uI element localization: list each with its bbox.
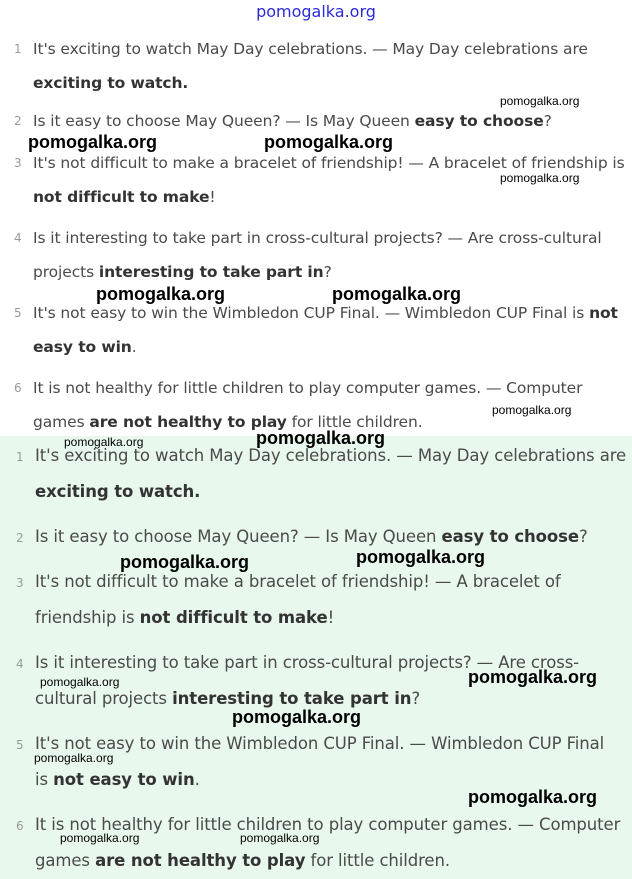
item-text: It's not easy to win the Wimbledon CUP Final. — Wimbledon CUP Final is not easy to win. xyxy=(35,734,605,789)
watermark: pomogalka.org xyxy=(240,831,320,845)
watermark: pomogalka.org xyxy=(332,284,462,304)
item-text: It's not difficult to make a bracelet of friendship! — A bracelet of friendship is not difficult to make! xyxy=(33,154,625,206)
item-text: It is not healthy for little children to play computer games. — Computer games are not healthy to play for little children. xyxy=(33,379,583,431)
item-text: It's exciting to watch May Day celebrations. — May Day celebrations are exciting to watch. xyxy=(35,446,627,501)
watermark: pomogalka.org xyxy=(34,751,114,765)
item-number: 5 xyxy=(16,738,24,752)
item-number: 4 xyxy=(14,231,22,245)
watermark: pomogalka.org xyxy=(500,171,580,185)
item-text: Is it interesting to take part in cross-cultural projects? — Are cross-cultural projects interesting to take part in? xyxy=(33,229,602,281)
watermark: pomogalka.org xyxy=(60,831,140,845)
item-number: 4 xyxy=(16,657,24,671)
exercise-section-1 xyxy=(0,28,632,434)
watermark: pomogalka.org xyxy=(40,675,120,689)
item-number: 2 xyxy=(16,531,24,545)
item-number: 1 xyxy=(16,450,24,464)
item-text: Is it interesting to take part in cross-cultural projects? — Are cross-cultural projects interesting to take part in? xyxy=(35,653,580,708)
watermark: pomogalka.org xyxy=(96,284,226,304)
item-number: 1 xyxy=(14,42,22,56)
watermark: pomogalka.org xyxy=(28,132,158,152)
item-number: 2 xyxy=(14,114,22,128)
watermark: pomogalka.org xyxy=(468,787,598,807)
watermark: pomogalka.org xyxy=(256,428,386,448)
watermark: pomogalka.org xyxy=(264,132,394,152)
site-header[interactable]: pomogalka.org xyxy=(256,2,376,21)
watermark: pomogalka.org xyxy=(468,667,598,687)
exercise-section-2 xyxy=(0,436,632,879)
item-number: 6 xyxy=(14,381,22,395)
watermark: pomogalka.org xyxy=(120,552,250,572)
item-text: Is it easy to choose May Queen? — Is May Queen easy to choose? xyxy=(35,527,588,546)
item-number: 5 xyxy=(14,306,22,320)
item-number: 3 xyxy=(16,576,24,590)
item-text: It's exciting to watch May Day celebrations. — May Day celebrations are exciting to watch. xyxy=(33,40,588,92)
item-text: It is not healthy for little children to play computer games. — Computer games are not healthy to play for little children. xyxy=(35,815,621,870)
item-text: It's not easy to win the Wimbledon CUP Final. — Wimbledon CUP Final is not easy to win. xyxy=(33,304,618,356)
watermark: pomogalka.org xyxy=(64,435,144,449)
watermark: pomogalka.org xyxy=(492,403,572,417)
item-number: 6 xyxy=(16,819,24,833)
item-text: It's not difficult to make a bracelet of friendship! — A bracelet of friendship is not difficult to make! xyxy=(35,572,561,627)
watermark: pomogalka.org xyxy=(232,707,362,727)
watermark: pomogalka.org xyxy=(356,547,486,567)
item-number: 3 xyxy=(14,156,22,170)
item-text: Is it easy to choose May Queen? — Is May Queen easy to choose? xyxy=(33,112,552,130)
watermark: pomogalka.org xyxy=(500,94,580,108)
